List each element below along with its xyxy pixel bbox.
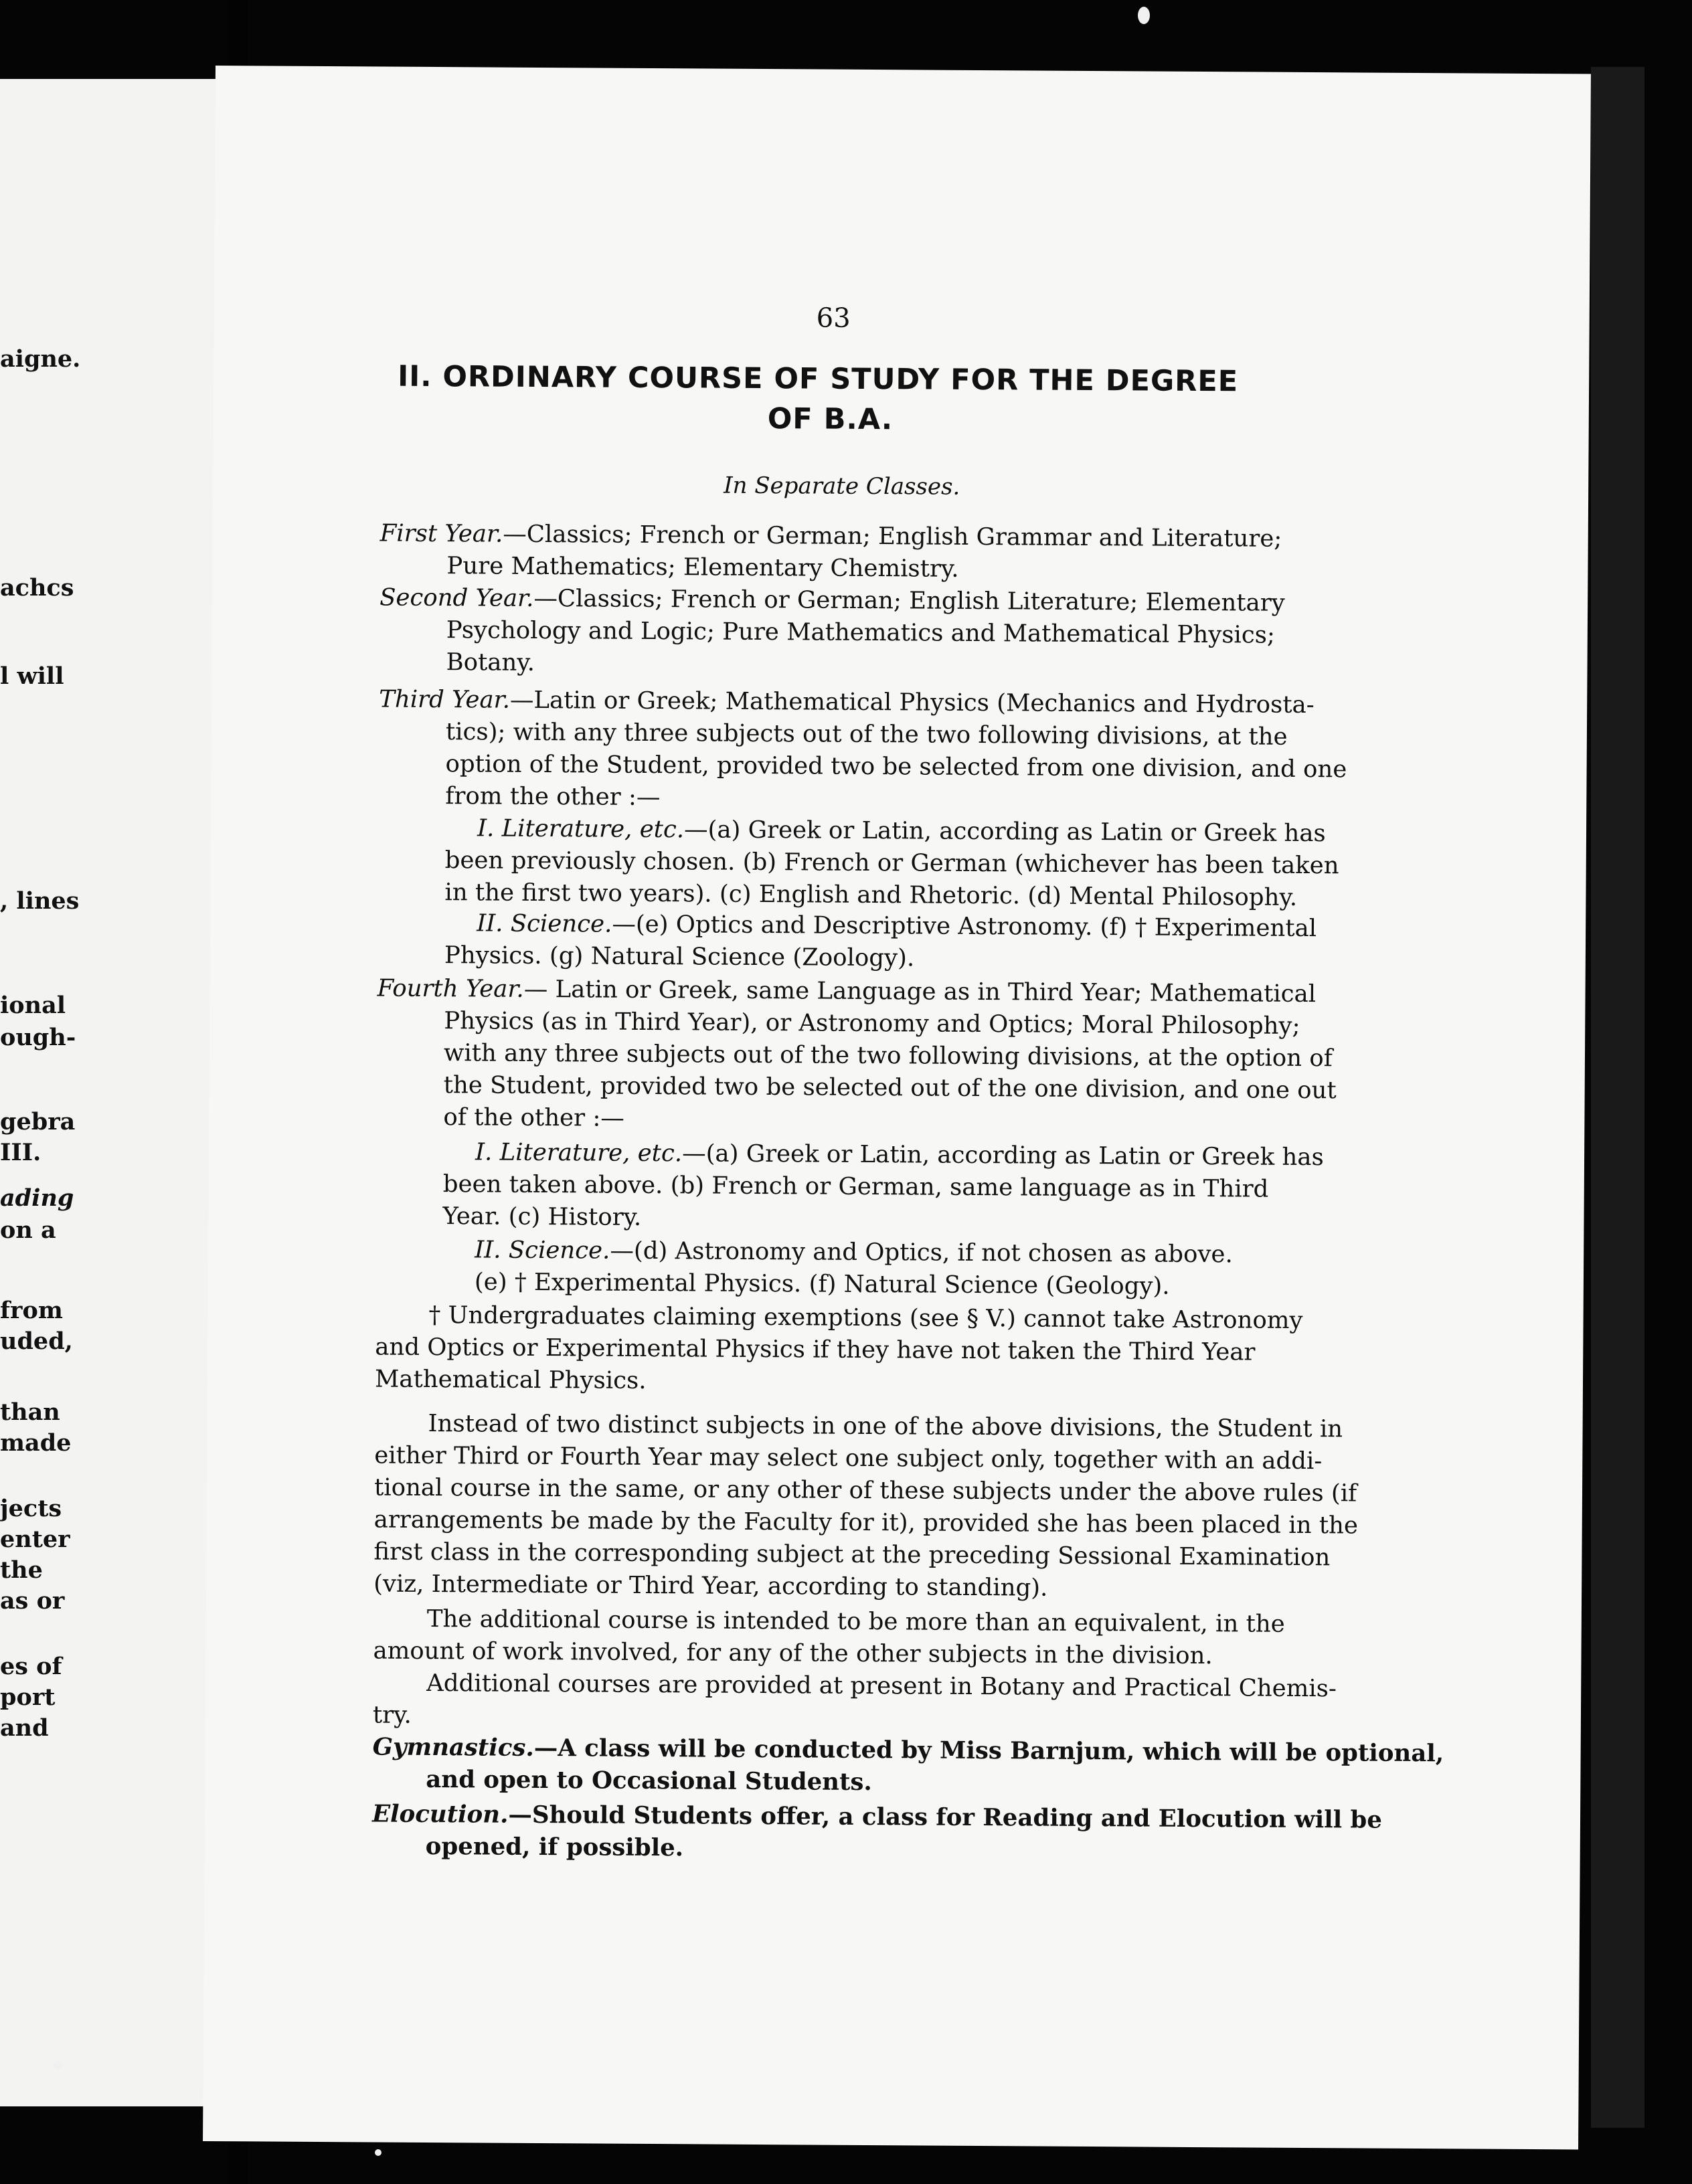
fourth-year-line: Physics (as in Third Year), or Astronomy and Optics; Moral Philosophy; [444, 1007, 1300, 1040]
first-year-line: Pure Mathematics; Elementary Chemistry. [446, 552, 959, 583]
paragraph-line: either Third or Fourth Year may select one subject only, together with an addi- [374, 1441, 1323, 1475]
third-year-line: tics); with any three subjects out of the two following divisions, at the [445, 718, 1288, 751]
left-fragment: aigne. [0, 345, 81, 373]
second-year-line: Botany. [446, 648, 535, 676]
footnote-line: and Optics or Experimental Physics if they have not taken the Third Year [375, 1333, 1256, 1366]
left-fragment: the [0, 1556, 43, 1584]
fourth-year-literature-line: I. Literature, etc.—(a) Greek or Latin, according as Latin or Greek has [475, 1138, 1324, 1172]
left-fragment: , lines [0, 887, 80, 915]
left-fragment: on a [0, 1216, 56, 1244]
left-fragment: achcs [0, 574, 74, 602]
section-heading-cont: OF B.A. [767, 402, 894, 437]
left-fragment: ading [0, 1184, 74, 1212]
section-heading: II. ORDINARY COURSE OF STUDY FOR THE DEGREE [398, 359, 1239, 399]
fourth-year-line: of the other :— [443, 1103, 624, 1132]
left-facing-page [0, 79, 228, 2106]
page-edge [1591, 67, 1644, 2128]
left-fragment: enter [0, 1526, 70, 1553]
footnote-line: Mathematical Physics. [374, 1365, 647, 1394]
left-fragment: ough- [0, 1024, 76, 1051]
page-number: 63 [816, 302, 851, 334]
scan-speck [1138, 7, 1150, 24]
fourth-year-line: Fourth Year.— Latin or Greek, same Language as in Third Year; Mathematical [377, 974, 1317, 1008]
fourth-year-science-line: (e) † Experimental Physics. (f) Natural Science (Geology). [474, 1268, 1170, 1300]
left-fragment: jects [0, 1495, 62, 1522]
left-fragment: port [0, 1683, 56, 1711]
scan-speck [54, 2061, 62, 2069]
fourth-year-line: the Student, provided two be selected out of the one division, and one out [443, 1071, 1337, 1105]
paragraph-line: tional course in the same, or any other of these subjects under the above rules (if [373, 1473, 1357, 1508]
main-page [203, 66, 1591, 2149]
left-fragment: gebra [0, 1108, 76, 1135]
gymnastics-line: and open to Occasional Students. [426, 1765, 872, 1797]
left-fragment: as or [0, 1587, 65, 1615]
third-year-literature-line: in the first two years). (c) English and Rhetoric. (d) Mental Philosophy. [444, 879, 1298, 911]
second-year-line: Psychology and Logic; Pure Mathematics and Mathematical Physics; [446, 616, 1276, 649]
paragraph-line: (viz, Intermediate or Third Year, according to standing). [373, 1570, 1048, 1602]
left-fragment: and [0, 1714, 49, 1742]
elocution-line: Elocution.—Should Students offer, a class for Reading and Elocution will be [371, 1800, 1383, 1834]
paragraph-line: The additional course is intended to be more than an equivalent, in the [426, 1605, 1285, 1638]
elocution-line: opened, if possible. [425, 1832, 684, 1862]
left-fragment: uded, [0, 1328, 73, 1355]
first-year-line: First Year.—Classics; French or German; English Grammar and Literature; [379, 519, 1282, 553]
third-year-literature-line: I. Literature, etc.—(a) Greek or Latin, according as Latin or Greek has [477, 814, 1326, 848]
paragraph-line: amount of work involved, for any of the other subjects in the division. [373, 1637, 1213, 1670]
paragraph-line: Instead of two distinct subjects in one of the above divisions, the Student in [428, 1409, 1343, 1443]
paragraph-line: first class in the corresponding subject at the preceding Sessional Examination [373, 1538, 1331, 1572]
left-fragment: than [0, 1398, 60, 1426]
fourth-year-science-line: II. Science.—(d) Astronomy and Optics, if not chosen as above. [475, 1236, 1233, 1269]
paragraph-line: Additional courses are provided at present in Botany and Practical Chemis- [426, 1669, 1337, 1703]
scan-speck [375, 2149, 382, 2156]
left-fragment: III. [0, 1139, 41, 1166]
third-year-science-line: Physics. (g) Natural Science (Zoology). [444, 941, 915, 972]
left-fragment: from [0, 1297, 63, 1324]
paragraph-line: arrangements be made by the Faculty for it), provided she has been placed in the [373, 1506, 1359, 1540]
fourth-year-literature-line: been taken above. (b) French or German, same language as in Third [442, 1170, 1269, 1203]
third-year-line: Third Year.—Latin or Greek; Mathematical Physics (Mechanics and Hydrosta- [379, 685, 1315, 719]
subheading: In Separate Classes. [724, 472, 960, 500]
left-fragment: l will [0, 662, 64, 690]
third-year-line: option of the Student, provided two be selected from one division, and one [445, 750, 1347, 784]
footnote-line: † Undergraduates claiming exemptions (see § V.) cannot take Astronomy [428, 1301, 1303, 1334]
paragraph-line: try. [372, 1701, 412, 1729]
third-year-literature-line: been previously chosen. (b) French or German (whichever has been taken [444, 846, 1339, 880]
left-fragment: ional [0, 992, 66, 1019]
left-fragment: made [0, 1429, 72, 1457]
fourth-year-line: with any three subjects out of the two following divisions, at the option of [443, 1039, 1333, 1073]
fourth-year-literature-line: Year. (c) History. [442, 1202, 642, 1231]
gymnastics-line: Gymnastics.—A class will be conducted by Miss Barnjum, which will be optional, [372, 1733, 1444, 1768]
second-year-line: Second Year.—Classics; French or German; English Literature; Elementary [379, 583, 1285, 617]
left-fragment: es of [0, 1653, 62, 1680]
third-year-science-line: II. Science.—(e) Optics and Descriptive Astronomy. (f) † Experimental [477, 909, 1317, 943]
third-year-line: from the other :— [445, 782, 661, 812]
